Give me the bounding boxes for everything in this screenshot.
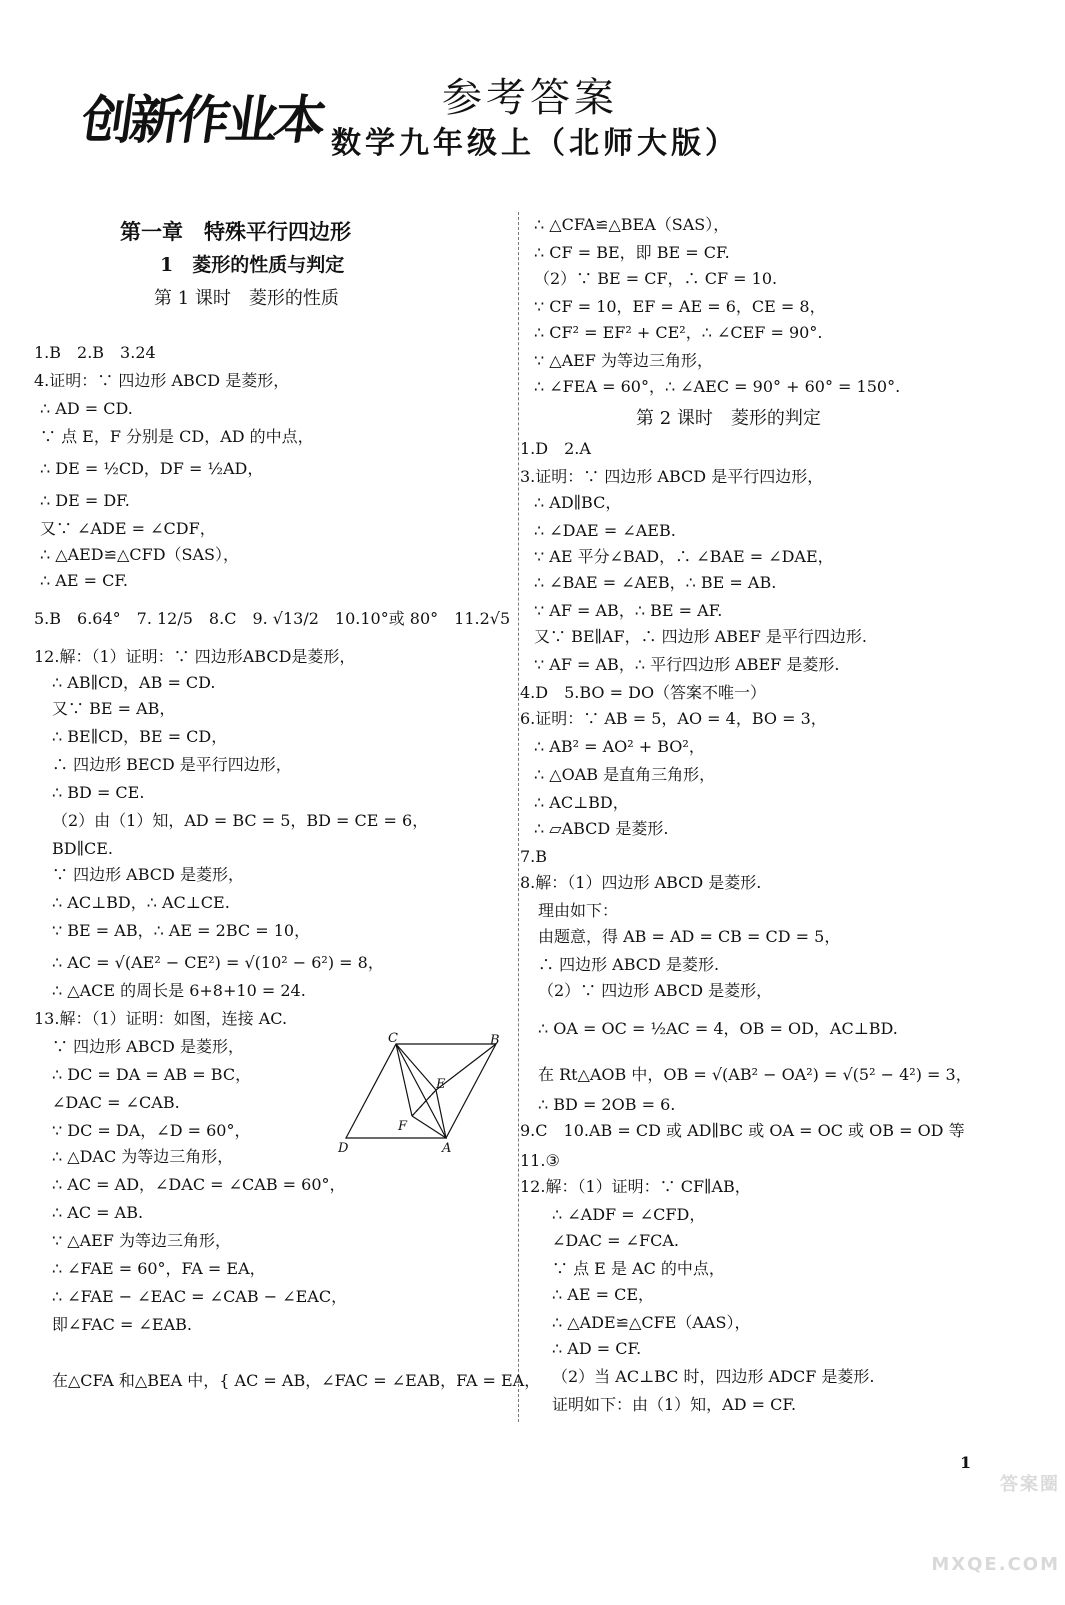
answer-line: 在 Rt△AOB 中，OB = √(AB² − OA²) = √(5² − 4²) = 3， <box>538 1065 972 1084</box>
answer-line: 又∵ BE∥AF，∴ 四边形 ABEF 是平行四边形. <box>534 627 868 646</box>
answer-line: （2）由（1）知，AD = BC = 5，BD = CE = 6， <box>52 811 429 830</box>
answer-line: 6.证明：∵ AB = 5，AO = 4，BO = 3， <box>520 709 827 728</box>
answer-line: 理由如下： <box>538 901 619 920</box>
answer-line: 12.解：（1）证明：∵ CF∥AB， <box>520 1177 751 1196</box>
column-divider <box>518 212 519 1422</box>
answer-line: ∴ ∠FAE = 60°，FA = EA， <box>52 1259 266 1278</box>
answer-line: ∴ ∠ADF = ∠CFD， <box>552 1205 706 1224</box>
answer-line: ∴ AC = AB. <box>52 1203 144 1222</box>
answer-line: ∴ △OAB 是直角三角形， <box>534 765 716 784</box>
answer-line: 1.D 2.A <box>520 439 591 458</box>
point-label-a: A <box>442 1141 452 1156</box>
answer-line: ∴ △AED≌△CFD（SAS）， <box>40 545 239 564</box>
answer-line: 11.③ <box>520 1151 560 1170</box>
answer-line: 4.证明：∵ 四边形 ABCD 是菱形， <box>34 371 290 390</box>
answer-line: ∴ DE = ½CD，DF = ½AD， <box>40 459 264 478</box>
answer-line: 4.D 5.BO = DO（答案不唯一） <box>520 683 767 702</box>
answer-line: ∠DAC = ∠FCA. <box>552 1231 679 1250</box>
answer-line: ∴ AC⊥BD， <box>534 793 629 812</box>
answer-line: ∴ AB² = AO² + BO²， <box>534 737 705 756</box>
answer-line: ∴ △CFA≌△BEA（SAS）， <box>534 215 730 234</box>
point-label-c: C <box>388 1032 398 1046</box>
answer-line: ∴ AD = CF. <box>552 1339 642 1358</box>
answer-line: ∴ AB∥CD，AB = CD. <box>52 673 216 692</box>
answer-line: ∵ 点 E 是 AC 的中点， <box>552 1259 725 1278</box>
watermark-logo: 答案圈 MXQE.COM <box>931 1474 1060 1575</box>
point-label-b: B <box>490 1033 500 1048</box>
rhombus-diagram <box>336 1032 508 1157</box>
answer-line: （2）∵ 四边形 ABCD 是菱形， <box>538 981 773 1000</box>
answer-line: 1.B 2.B 3.24 <box>34 343 156 362</box>
answer-line: ∴ ∠FAE − ∠EAC = ∠CAB − ∠EAC， <box>52 1287 348 1306</box>
answer-line: ∴ △ADE≌△CFE（AAS）， <box>552 1313 751 1332</box>
answer-line: ∴ ∠FEA = 60°，∴ ∠AEC = 90° + 60° = 150°. <box>534 377 901 396</box>
answer-line: ∴ CF = BE，即 BE = CF. <box>534 243 730 262</box>
point-label-f: F <box>398 1119 408 1134</box>
answer-line: ∴ AC⊥BD，∴ AC⊥CE. <box>52 893 230 912</box>
answer-line: 13.解：（1）证明：如图，连接 AC. <box>34 1009 288 1028</box>
answer-line: ∴ AE = CF. <box>40 571 129 590</box>
answer-line: 又∵ BE = AB， <box>52 699 176 718</box>
answer-line: 由题意，得 AB = AD = CB = CD = 5， <box>538 927 841 946</box>
answer-line: ∴ △DAC 为等边三角形， <box>52 1147 234 1166</box>
answer-line: 又∵ ∠ADE = ∠CDF， <box>40 519 216 538</box>
answer-line: 5.B 6.64° 7. 12/5 8.C 9. √13/2 10.10°或 80° 11.2√5 <box>34 609 511 628</box>
answer-line: ∴ OA = OC = ½AC = 4，OB = OD，AC⊥BD. <box>538 1019 898 1038</box>
lesson-heading: 第 2 课时 菱形的判定 <box>636 408 821 429</box>
answer-line: ∴ ∠BAE = ∠AEB，∴ BE = AB. <box>534 573 777 592</box>
answer-line: ∴ DE = DF. <box>40 491 130 510</box>
answer-line: 即∠FAC = ∠EAB. <box>52 1315 192 1334</box>
answer-line: ∵ CF = 10，EF = AE = 6，CE = 8， <box>534 297 826 316</box>
lesson-heading: 第 1 课时 菱形的性质 <box>154 288 339 309</box>
answer-line: 在△CFA 和△BEA 中，{ AC = AB，∠FAC = ∠EAB，FA = EA， <box>52 1371 541 1390</box>
book-logo: 创新作业本 <box>77 91 327 151</box>
answer-line: ∴ BD = CE. <box>52 783 145 802</box>
answer-line: ∴ ▱ABCD 是菱形. <box>534 819 669 838</box>
answer-line: ∵ AE 平分∠BAD，∴ ∠BAE = ∠DAE， <box>534 547 834 566</box>
page-title: 参考答案 <box>442 75 618 121</box>
answer-line: 3.证明：∵ 四边形 ABCD 是平行四边形， <box>520 467 824 486</box>
answer-line: ∴ DC = DA = AB = BC， <box>52 1065 252 1084</box>
answer-line: （2）当 AC⊥BC 时，四边形 ADCF 是菱形. <box>552 1367 875 1386</box>
answer-line: ∴ AC = √(AE² − CE²) = √(10² − 6²) = 8， <box>52 953 384 972</box>
answer-line: ∵ BE = AB，∴ AE = 2BC = 10， <box>52 921 311 940</box>
answer-line: 7.B <box>520 847 548 866</box>
section-heading: 1 菱形的性质与判定 <box>160 254 345 276</box>
answer-line: ∠DAC = ∠CAB. <box>52 1093 180 1112</box>
answer-line: ∴ CF² = EF² + CE²，∴ ∠CEF = 90°. <box>534 323 823 342</box>
page-subtitle: 数学九年级上（北师大版） <box>331 126 739 161</box>
answer-line: ∵ DC = DA，∠D = 60°， <box>52 1121 251 1140</box>
chapter-heading: 第一章 特殊平行四边形 <box>120 219 351 244</box>
answer-line: ∴ AE = CE， <box>552 1285 655 1304</box>
answer-line: ∴ BD = 2OB = 6. <box>538 1095 676 1114</box>
answer-line: ∴ 四边形 BECD 是平行四边形， <box>52 755 292 774</box>
answer-line: ∴ △ACE 的周长是 6+8+10 = 24. <box>52 981 306 1000</box>
answer-line: ∵ △AEF 为等边三角形， <box>534 351 713 370</box>
answer-line: ∵ AF = AB，∴ 平行四边形 ABEF 是菱形. <box>534 655 840 674</box>
answer-line: ∴ AD∥BC， <box>534 493 622 512</box>
answer-line: ∴ 四边形 ABCD 是菱形. <box>538 955 720 974</box>
answer-line: ∴ AD = CD. <box>40 399 133 418</box>
answer-line: ∵ 四边形 ABCD 是菱形， <box>52 1037 244 1056</box>
answer-line: ∴ AC = AD，∠DAC = ∠CAB = 60°， <box>52 1175 346 1194</box>
answer-line: 8.解：（1）四边形 ABCD 是菱形. <box>520 873 762 892</box>
point-label-e: E <box>436 1077 446 1092</box>
answer-line: （2）∵ BE = CF，∴ CF = 10. <box>534 269 778 288</box>
answer-line: ∴ ∠DAE = ∠AEB. <box>534 521 676 540</box>
answer-line: ∵ 四边形 ABCD 是菱形， <box>52 865 244 884</box>
answer-line: 证明如下：由（1）知，AD = CF. <box>552 1395 797 1414</box>
point-label-d: D <box>338 1141 349 1156</box>
answer-line: 9.C 10.AB = CD 或 AD∥BC 或 OA = OC 或 OB = OD 等 <box>520 1121 965 1140</box>
answer-line: ∵ AF = AB，∴ BE = AF. <box>534 601 723 620</box>
answer-line: ∵ △AEF 为等边三角形， <box>52 1231 231 1250</box>
answer-line: ∵ 点 E，F 分别是 CD，AD 的中点， <box>40 427 314 446</box>
page-number: 1 <box>960 1453 972 1472</box>
answer-line: 12.解：（1）证明：∵ 四边形ABCD是菱形， <box>34 647 356 666</box>
answer-line: ∴ BE∥CD，BE = CD， <box>52 727 228 746</box>
answer-line: BD∥CE. <box>52 839 113 858</box>
